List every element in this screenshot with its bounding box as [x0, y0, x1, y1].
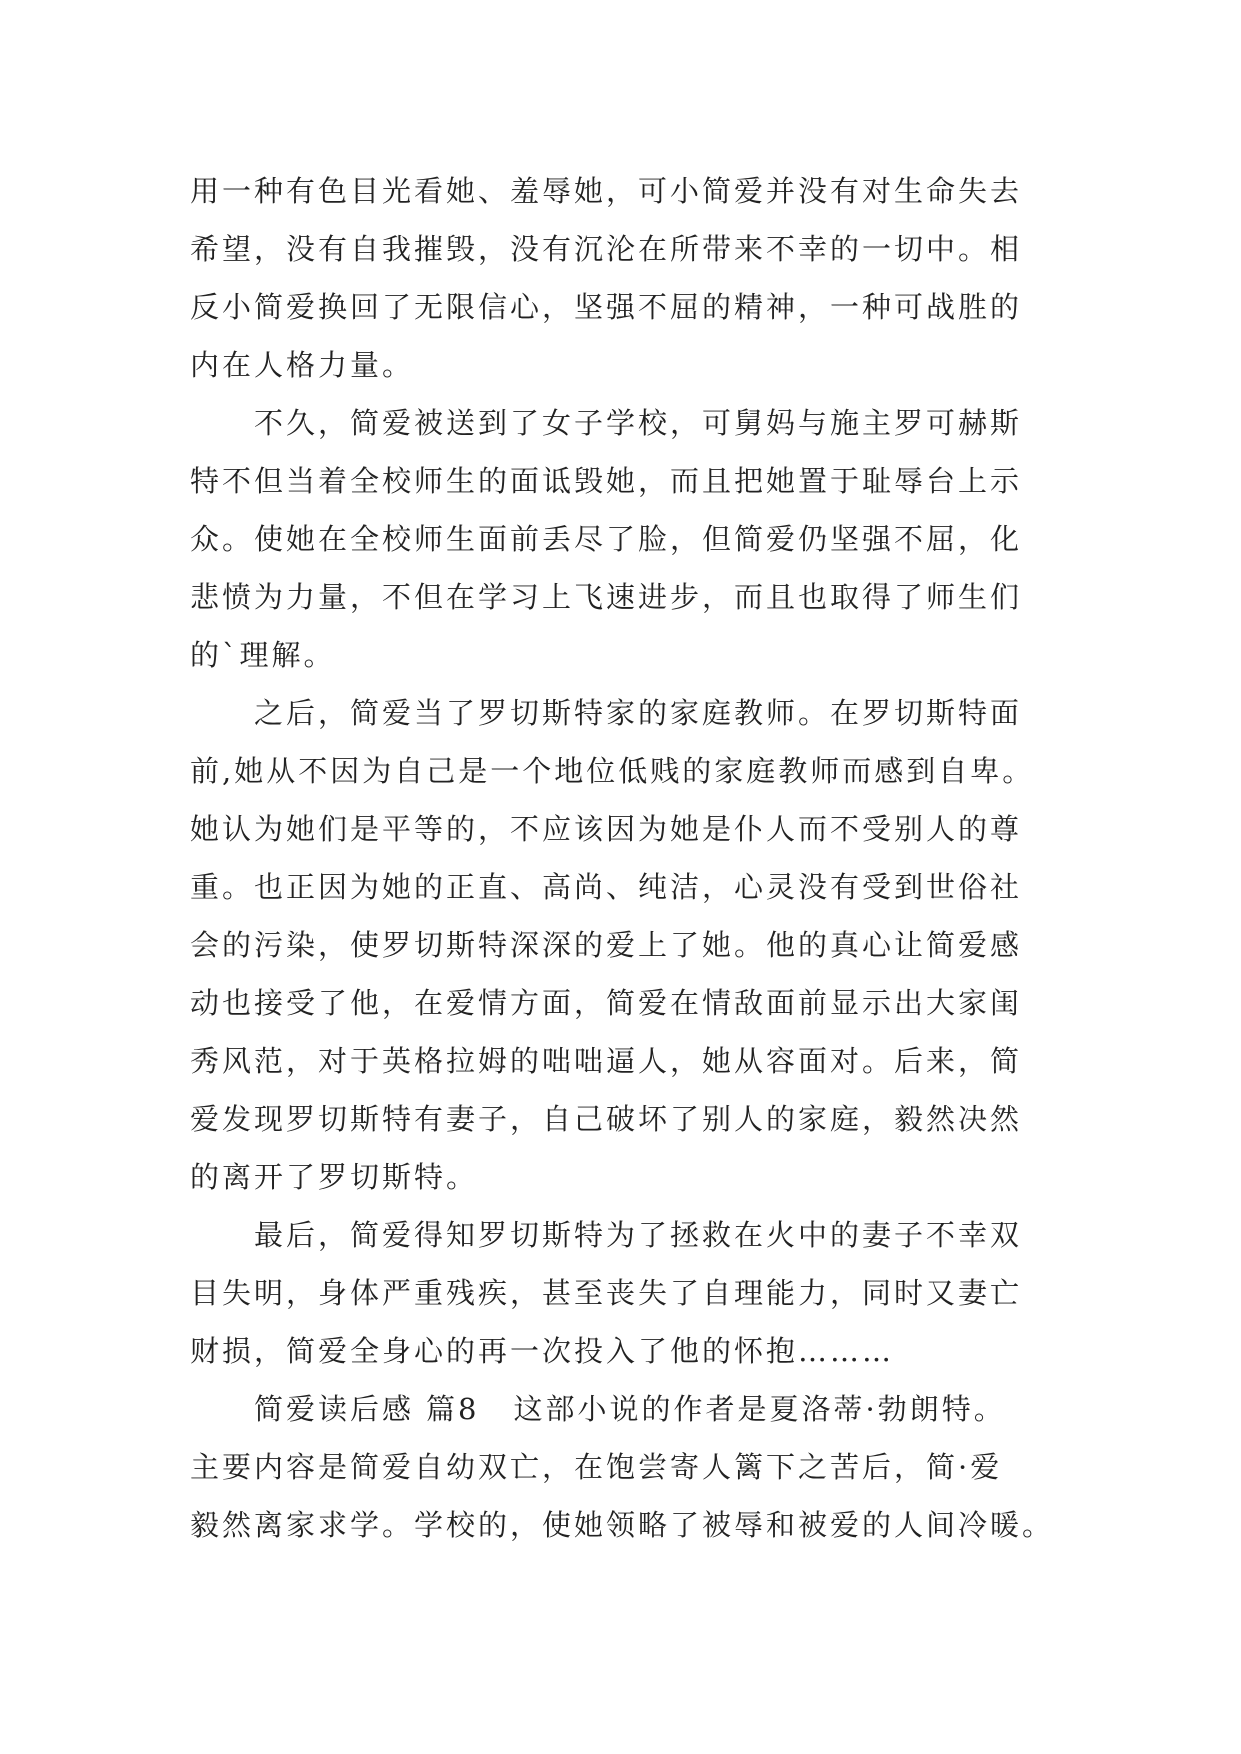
text-line: 特不但当着全校师生的面诋毁她，而且把她置于耻辱台上示: [190, 464, 1023, 498]
document-body: [190, 162, 1070, 1554]
text-line: 会的污染，使罗切斯特深深的爱上了她。他的真心让简爱感: [190, 928, 1023, 962]
text-line: 目失明，身体严重残疾，甚至丧失了自理能力，同时又妻亡: [190, 1276, 1023, 1310]
section-number: 篇8: [426, 1392, 480, 1426]
text-line: 爱发现罗切斯特有妻子，自己破坏了别人的家庭，毅然决然: [190, 1102, 1023, 1136]
text-line: 重。也正因为她的正直、高尚、纯洁，心灵没有受到世俗社: [190, 870, 1023, 904]
text-line: 她认为她们是平等的，不应该因为她是仆人而不受别人的尊: [190, 812, 1023, 846]
text-line: 众。使她在全校师生面前丢尽了脸，但简爱仍坚强不屈，化: [190, 522, 1023, 556]
text-line: 用一种有色目光看她、羞辱她，可小简爱并没有对生命失去: [190, 174, 1023, 208]
text-line: 主要内容是简爱自幼双亡，在饱尝寄人篱下之苦后，简·爱: [190, 1450, 1003, 1484]
section-first-text: 这部小说的作者是夏洛蒂·勃朗特。: [513, 1392, 1006, 1426]
text-line: 希望，没有自我摧毁，没有沉沦在所带来不幸的一切中。相: [190, 232, 1023, 266]
text-line: 毅然离家求学。学校的，使她领略了被辱和被爱的人间冷暖。: [190, 1508, 1055, 1542]
text-line: 的离开了罗切斯特。: [190, 1160, 479, 1194]
section-title: 简爱读后感: [254, 1392, 415, 1426]
text-line: 财损，简爱全身心的再一次投入了他的怀抱………: [190, 1334, 895, 1368]
paragraph-start-line: 最后，简爱得知罗切斯特为了拯救在火中的妻子不幸双: [254, 1218, 1023, 1252]
text-line: 秀风范，对于英格拉姆的咄咄逼人，她从容面对。后来，简: [190, 1044, 1023, 1078]
text-line: 反小简爱换回了无限信心，坚强不屈的精神，一种可战胜的: [190, 290, 1023, 324]
section-heading-line: [190, 1380, 1070, 1438]
text-line: 前,她从不因为自己是一个地位低贱的家庭教师而感到自卑。: [190, 754, 1035, 788]
text-line: 的`理解。: [190, 638, 336, 672]
text-line: 内在人格力量。: [190, 348, 415, 382]
text-line: 悲愤为力量，不但在学习上飞速进步，而且也取得了师生们: [190, 580, 1023, 614]
text-line: 动也接受了他，在爱情方面，简爱在情敌面前显示出大家闺: [190, 986, 1023, 1020]
paragraph-start-line: 不久，简爱被送到了女子学校，可舅妈与施主罗可赫斯: [254, 406, 1023, 440]
paragraph-start-line: 之后，简爱当了罗切斯特家的家庭教师。在罗切斯特面: [254, 696, 1023, 730]
